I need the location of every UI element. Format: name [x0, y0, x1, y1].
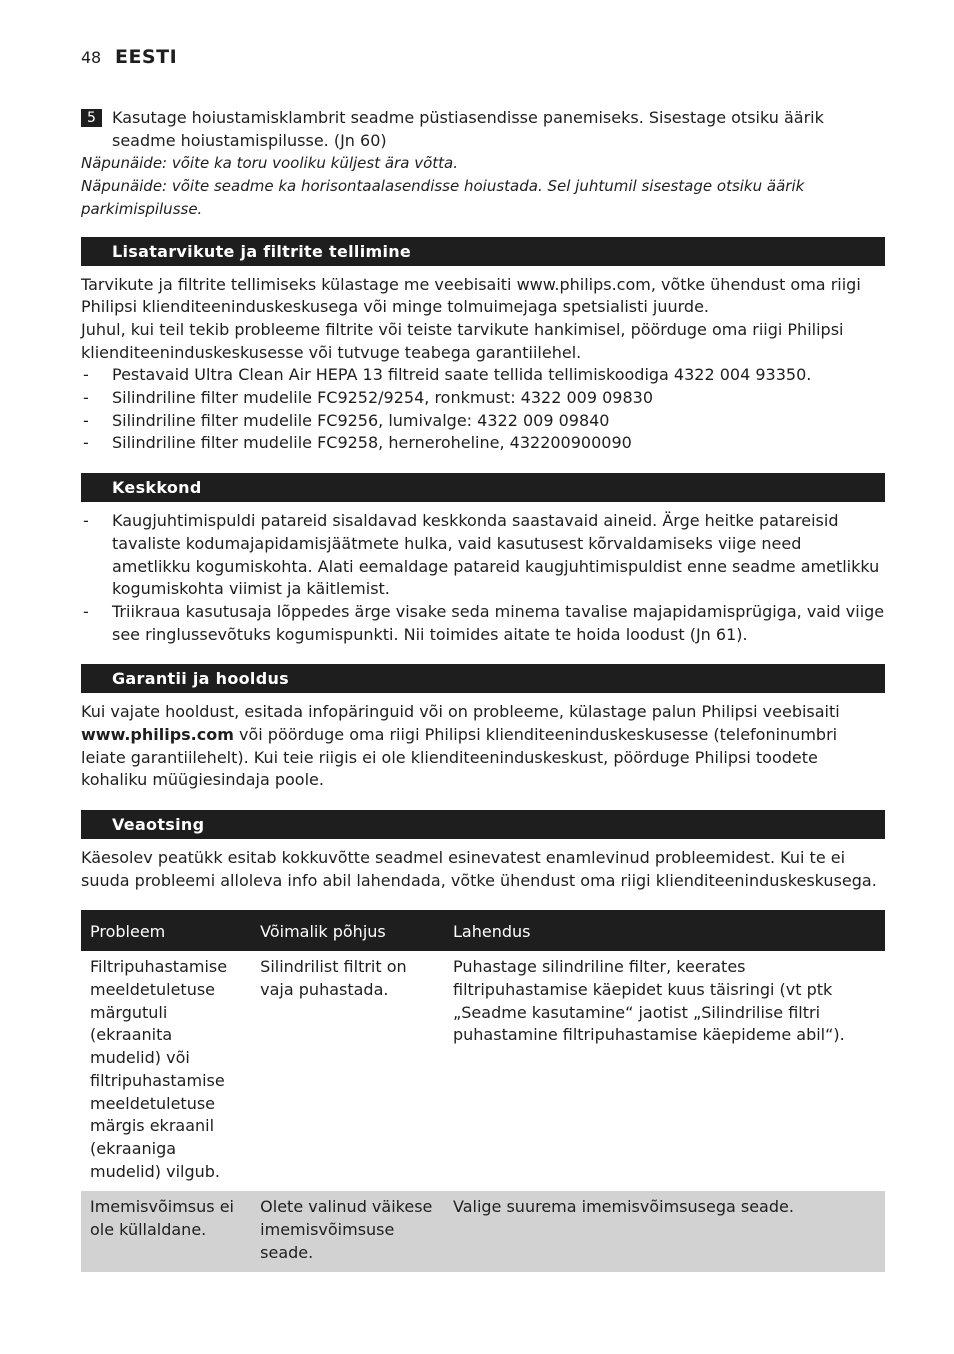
cell-solution: Puhastage silindriline filter, keerates filtripuhastamise käepidet kuus täisringi (vt ptk „Seadme kasutamine“ jaotist „Silindrilise filtri puhastamine filtripuhastamise käepideme abil“).	[452, 957, 845, 1045]
list-item	[81, 387, 885, 410]
list-item	[81, 510, 885, 601]
list-item	[81, 432, 885, 455]
accessories-body	[81, 274, 885, 456]
page-header	[81, 46, 885, 76]
troubleshooting-intro: Käesolev peatükk esitab kokkuvõtte seadmel esinevatest enamlevinud probleemidest. Kui te ei suuda probleemi alloleva info abil lahendada, võtke ühendust oma riigi klienditeeninduskeskusega.	[81, 848, 877, 890]
cell-cause: Silindrilist filtrit on vaja puhastada.	[260, 957, 407, 999]
table-row	[81, 1191, 885, 1272]
guarantee-paragraph	[81, 701, 885, 792]
list-item-text: Silindriline filter mudelile FC9252/9254, ronkmust: 4322 009 09830	[112, 388, 654, 408]
dash-bullet: -	[83, 365, 89, 385]
dash-bullet: -	[83, 410, 89, 430]
list-item	[81, 601, 885, 646]
list-item-text: Triikraua kasutusaja lõppedes ärge visake seda minema tavalise majapidamisprügiga, vaid viige see ringlussevõtuks kogumispunkti. Nii toimides aitate te hoida loodust (Jn 61).	[112, 601, 885, 644]
guarantee-text-before: Kui vajate hooldust, esitada infopäringuid või on probleeme, külastage palun Philipsi veebisaiti	[81, 702, 840, 722]
cell-problem: Imemisvõimsus ei ole küllaldane.	[81, 1191, 251, 1272]
accessories-list	[81, 364, 885, 455]
step-text: Kasutage hoiustamisklambrit seadme püstiasendisse panemiseks. Sisestage otsiku äärik seadme hoiustamispilusse. (Jn 60)	[112, 108, 824, 150]
list-item-text: Pestavaid Ultra Clean Air HEPA 13 filtreid saate tellida tellimiskoodiga 4322 004 93350.	[112, 365, 812, 385]
manual-page	[81, 46, 885, 1272]
step-5	[81, 107, 885, 152]
language-title: EESTI	[114, 46, 178, 68]
environment-list	[81, 510, 885, 646]
list-item-text: Silindriline filter mudelile FC9258, herneroheline, 432200900090	[112, 433, 632, 453]
philips-website-link[interactable]: www.philips.com	[81, 725, 234, 745]
table-header-row	[81, 910, 885, 952]
list-item-text: Silindriline filter mudelile FC9256, lumivalge: 4322 009 09840	[112, 410, 610, 430]
section-heading-guarantee: Garantii ja hooldus	[81, 664, 885, 693]
cell-solution: Valige suurema imemisvõimsusega seade.	[444, 1191, 885, 1272]
dash-bullet: -	[83, 388, 89, 408]
cell-cause: Olete valinud väikese imemisvõimsuse seade.	[251, 1191, 444, 1272]
section-heading-troubleshooting: Veaotsing	[81, 810, 885, 839]
column-header-problem: Probleem	[81, 910, 251, 952]
cell-problem: Filtripuhastamise meeldetuletuse märgutuli (ekraanita mudelid) või filtripuhastamise meeldetuletuse märgis ekraanil (ekraaniga mudelid) vilgub.	[90, 957, 228, 1181]
list-item-text: Kaugjuhtimispuldi patareid sisaldavad keskkonda saastavaid aineid. Ärge heitke patareisid tavaliste kodumajapidamisjäätmete hulka, vaid kasutusest kõrvaldamiseks viige need ametlikku kogumiskohta. Alati eemaldage patareid kaugjuhtimispuldist enne seadme ametlikku kogumiskohta viimist ja käitlemist.	[112, 511, 880, 599]
troubleshooting-table	[81, 910, 885, 1273]
step-number-badge: 5	[81, 109, 102, 127]
table-row	[81, 951, 885, 1191]
dash-bullet: -	[83, 511, 89, 531]
section-heading-environment: Keskkond	[81, 473, 885, 502]
section-heading-accessories: Lisatarvikute ja filtrite tellimine	[81, 237, 885, 266]
accessories-paragraph-1: Tarvikute ja filtrite tellimiseks külastage me veebisaiti www.philips.com, võtke ühendust oma riigi Philipsi klienditeeninduskeskusega või minge tolmuimejaga spetsialisti juurde.	[81, 274, 861, 317]
tip-hose: Näpunäide: võite ka toru vooliku küljest ära võtta.	[81, 154, 458, 173]
guarantee-text-after: või pöörduge oma riigi Philipsi klienditeeninduskeskusesse (telefoninumbri leiate garantiilehelt). Kui teie riigis ei ole klienditeeninduskeskust, pöörduge Philipsi toodete kohaliku müügiesindaja poole.	[81, 725, 838, 790]
page-number: 48	[81, 48, 101, 67]
column-header-cause: Võimalik põhjus	[251, 910, 444, 952]
column-header-solution: Lahendus	[444, 910, 885, 952]
list-item	[81, 364, 885, 387]
tip-horizontal: Näpunäide: võite seadme ka horisontaalasendisse hoiustada. Sel juhtumil sisestage otsiku äärik parkimispilusse.	[81, 177, 805, 218]
dash-bullet: -	[83, 433, 89, 453]
accessories-paragraph-2: Juhul, kui teil tekib probleeme filtrite või teiste tarvikute hankimisel, pöörduge oma riigi Philipsi klienditeeninduskeskusesse või tutvuge teabega garantiilehel.	[81, 319, 844, 362]
list-item	[81, 410, 885, 433]
dash-bullet: -	[83, 601, 89, 621]
